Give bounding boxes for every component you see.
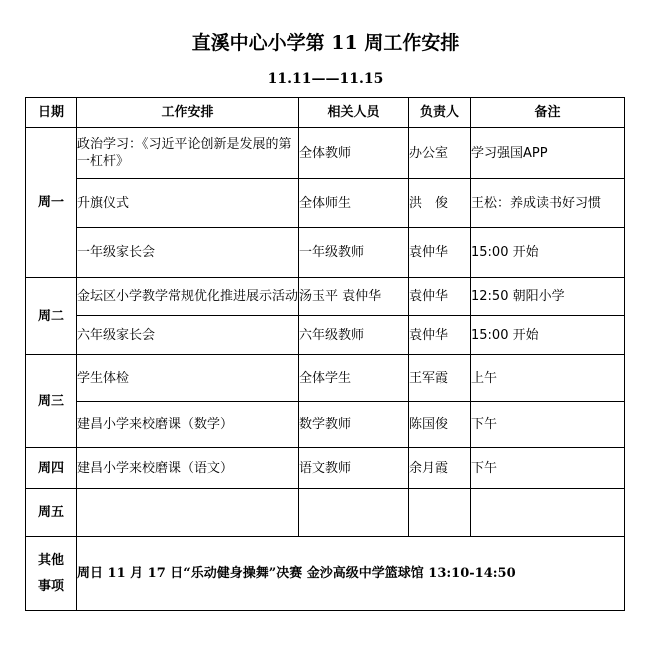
table-row (26, 402, 625, 448)
day-tuesday: 周二 (26, 278, 77, 355)
task-cell: 学生体检 (77, 355, 299, 402)
owner-cell: 余月霞 (409, 448, 471, 489)
table-row (26, 448, 625, 489)
task-cell: 建昌小学来校磨课（数学） (77, 402, 299, 448)
other-label-line1: 其他 (37, 552, 64, 568)
header-task: 工作安排 (77, 98, 299, 128)
people-cell (299, 489, 409, 537)
table-row (26, 128, 625, 179)
people-cell: 全体师生 (299, 179, 409, 228)
task-cell: 六年级家长会 (77, 316, 299, 355)
day-monday: 周一 (26, 128, 77, 278)
owner-cell: 袁仲华 (409, 278, 471, 316)
note-cell: 15:00 开始 (471, 228, 625, 278)
schedule-table (25, 97, 625, 611)
people-cell: 汤玉平 袁仲华 (299, 278, 409, 316)
table-row (26, 355, 625, 402)
table-row (26, 316, 625, 355)
date-range: 11.11——11.15 (267, 71, 384, 87)
header-date: 日期 (26, 98, 77, 128)
people-cell: 语文教师 (299, 448, 409, 489)
task-cell: 金坛区小学教学常规优化推进展示活动 (77, 278, 299, 316)
note-cell: 12:50 朝阳小学 (471, 278, 625, 316)
header-owner: 负责人 (409, 98, 471, 128)
people-cell: 数学教师 (299, 402, 409, 448)
other-label-line2: 事项 (37, 578, 64, 594)
table-row (26, 228, 625, 278)
note-cell: 上午 (471, 355, 625, 402)
day-wednesday: 周三 (26, 355, 77, 448)
day-thursday: 周四 (26, 448, 77, 489)
note-cell: 学习强国APP (471, 128, 625, 179)
table-row (26, 179, 625, 228)
people-cell: 六年级教师 (299, 316, 409, 355)
people-cell: 一年级教师 (299, 228, 409, 278)
owner-cell: 袁仲华 (409, 316, 471, 355)
task-cell: 建昌小学来校磨课（语文） (77, 448, 299, 489)
owner-cell: 陈国俊 (409, 402, 471, 448)
owner-cell: 袁仲华 (409, 228, 471, 278)
task-cell: 一年级家长会 (77, 228, 299, 278)
table-row (26, 489, 625, 537)
owner-cell (409, 489, 471, 537)
header-people: 相关人员 (299, 98, 409, 128)
page-title: 直溪中心小学第 11 周工作安排 (191, 32, 460, 54)
header-note: 备注 (471, 98, 625, 128)
note-cell (471, 489, 625, 537)
task-cell: 升旗仪式 (77, 179, 299, 228)
task-cell (77, 489, 299, 537)
owner-cell: 王军霞 (409, 355, 471, 402)
owner-cell: 办公室 (409, 128, 471, 179)
note-cell: 15:00 开始 (471, 316, 625, 355)
other-matters-label (26, 537, 77, 611)
table-header-row (26, 98, 625, 128)
table-row (26, 278, 625, 316)
note-cell: 下午 (471, 402, 625, 448)
owner-cell: 洪 俊 (409, 179, 471, 228)
note-cell: 下午 (471, 448, 625, 489)
note-cell: 王松：养成读书好习惯 (471, 179, 625, 228)
people-cell: 全体学生 (299, 355, 409, 402)
task-cell: 政治学习：《习近平论创新是发展的第一杠杆》 (77, 128, 299, 179)
other-matters-content: 周日 11 月 17 日“乐动健身操舞”决赛 金沙高级中学篮球馆 13:10-14:50 (77, 537, 625, 611)
other-matters-row (26, 537, 625, 611)
day-friday: 周五 (26, 489, 77, 537)
people-cell: 全体教师 (299, 128, 409, 179)
